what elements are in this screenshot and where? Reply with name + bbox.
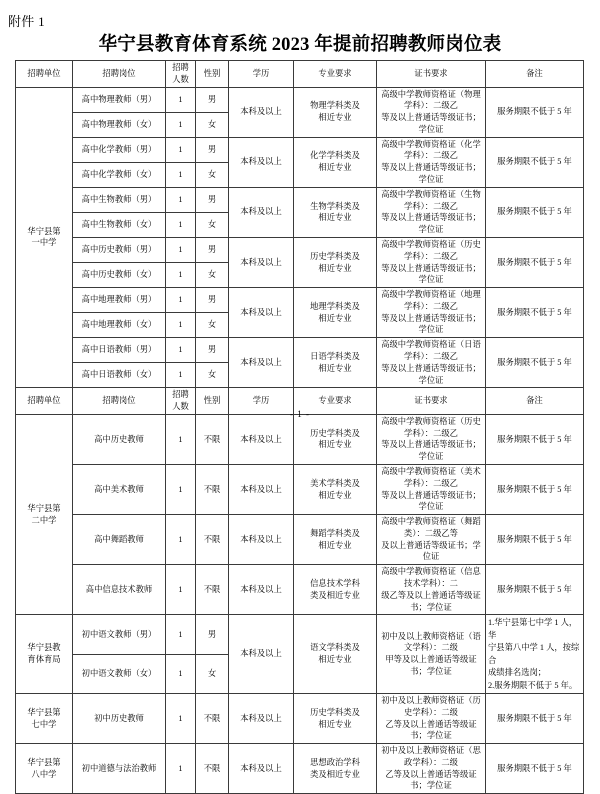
cell-position: 高中物理教师（女） <box>73 112 166 137</box>
column-header-unit: 招聘单位 <box>16 61 73 88</box>
cell-position: 初中历史教师 <box>73 694 166 744</box>
cell-gender: 女 <box>196 112 229 137</box>
table-row <box>16 615 584 654</box>
table-row <box>16 187 584 212</box>
table-row <box>16 744 584 794</box>
column-header-education: 学历 <box>229 388 294 415</box>
cell-gender: 男 <box>196 87 229 112</box>
column-header-position: 招聘岗位 <box>73 61 166 88</box>
cell-position: 高中地理教师（女） <box>73 313 166 338</box>
cell-education: 本科及以上 <box>229 288 294 338</box>
table-row <box>16 137 584 162</box>
cell-education: 本科及以上 <box>229 187 294 237</box>
cell-headcount: 1 <box>166 162 196 187</box>
cell-gender: 不限 <box>196 744 229 794</box>
cell-headcount: 1 <box>166 112 196 137</box>
cell-position: 初中道德与法治教师 <box>73 744 166 794</box>
cell-headcount: 1 <box>166 137 196 162</box>
cell-headcount: 1 <box>166 87 196 112</box>
cell-certificate: 高级中学教师资格证（舞蹈类）：二级乙等 及以上普通话等级证书；学位证 <box>377 515 486 565</box>
column-header-position: 招聘岗位 <box>73 388 166 415</box>
cell-education: 本科及以上 <box>229 137 294 187</box>
cell-certificate: 初中及以上教师资格证（历史学科）：二级 乙等及以上普通话等级证书；学位证 <box>377 694 486 744</box>
cell-headcount: 1 <box>166 363 196 388</box>
cell-headcount: 1 <box>166 263 196 288</box>
cell-gender: 男 <box>196 137 229 162</box>
cell-remark: 服务期限不低于 5 年 <box>486 465 584 515</box>
table-row <box>16 465 584 515</box>
cell-gender: 女 <box>196 363 229 388</box>
cell-position: 高中生物教师（男） <box>73 187 166 212</box>
cell-gender: 女 <box>196 162 229 187</box>
cell-headcount: 1 <box>166 237 196 262</box>
cell-certificate: 初中及以上教师资格证（思政学科）：二级 乙等及以上普通话等级证书；学位证 <box>377 744 486 794</box>
cell-certificate: 高级中学教师资格证（历史学科）：二级乙 等及以上普通话等级证书；学位证 <box>377 237 486 287</box>
cell-unit: 华宁县教 育体育局 <box>16 615 73 694</box>
cell-remark: 服务期限不低于 5 年 <box>486 744 584 794</box>
cell-education: 本科及以上 <box>229 237 294 287</box>
cell-gender: 不限 <box>196 515 229 565</box>
cell-remark: 服务期限不低于 5 年 <box>486 187 584 237</box>
cell-unit: 华宁县第 七中学 <box>16 694 73 744</box>
cell-headcount: 1 <box>166 465 196 515</box>
cell-gender: 女 <box>196 263 229 288</box>
cell-headcount: 1 <box>166 338 196 363</box>
table-row <box>16 338 584 363</box>
cell-certificate: 高级中学教师资格证（生物学科）：二级乙 等及以上普通话等级证书；学位证 <box>377 187 486 237</box>
cell-education: 本科及以上 <box>229 565 294 615</box>
column-header-remark: 备注 <box>486 388 584 415</box>
column-header-gender: 性别 <box>196 388 229 415</box>
table-row <box>16 414 584 464</box>
cell-position: 高中历史教师 <box>73 414 166 464</box>
cell-education: 本科及以上 <box>229 338 294 388</box>
page-number-marker: - 1 - <box>290 409 310 419</box>
column-header-remark: 备注 <box>486 61 584 88</box>
cell-headcount: 1 <box>166 187 196 212</box>
cell-gender: 男 <box>196 237 229 262</box>
cell-remark: 服务期限不低于 5 年 <box>486 137 584 187</box>
cell-headcount: 1 <box>166 515 196 565</box>
cell-education: 本科及以上 <box>229 744 294 794</box>
table-row <box>16 87 584 112</box>
cell-position: 高中物理教师（男） <box>73 87 166 112</box>
cell-position: 高中化学教师（男） <box>73 137 166 162</box>
cell-gender: 男 <box>196 288 229 313</box>
column-header-major: 专业要求 <box>294 61 377 88</box>
cell-major: 舞蹈学科类及 相近专业 <box>294 515 377 565</box>
cell-remark: 服务期限不低于 5 年 <box>486 414 584 464</box>
cell-major: 历史学科类及 相近专业 <box>294 694 377 744</box>
cell-gender: 不限 <box>196 414 229 464</box>
column-header-certificate: 证书要求 <box>377 388 486 415</box>
column-header-gender: 性别 <box>196 61 229 88</box>
cell-education: 本科及以上 <box>229 465 294 515</box>
table-row <box>16 288 584 313</box>
cell-remark: 服务期限不低于 5 年 <box>486 515 584 565</box>
cell-remark: 服务期限不低于 5 年 <box>486 565 584 615</box>
cell-position: 高中舞蹈教师 <box>73 515 166 565</box>
cell-unit: 华宁县第 二中学 <box>16 414 73 615</box>
cell-certificate: 高级中学教师资格证（地理学科）：二级乙 等及以上普通话等级证书；学位证 <box>377 288 486 338</box>
cell-major: 地理学科类及 相近专业 <box>294 288 377 338</box>
cell-education: 本科及以上 <box>229 87 294 137</box>
column-header-education: 学历 <box>229 61 294 88</box>
cell-position: 初中语文教师（女） <box>73 654 166 693</box>
cell-gender: 男 <box>196 615 229 654</box>
cell-position: 高中化学教师（女） <box>73 162 166 187</box>
cell-gender: 女 <box>196 212 229 237</box>
cell-major: 历史学科类及 相近专业 <box>294 414 377 464</box>
cell-certificate: 高级中学教师资格证（信息技术学科）：二 级乙等及以上普通话等级证书；学位证 <box>377 565 486 615</box>
cell-certificate: 高级中学教师资格证（美术学科）：二级乙 等及以上普通话等级证书；学位证 <box>377 465 486 515</box>
cell-certificate: 高级中学教师资格证（日语学科）：二级乙 等及以上普通话等级证书；学位证 <box>377 338 486 388</box>
cell-education: 本科及以上 <box>229 615 294 694</box>
cell-headcount: 1 <box>166 212 196 237</box>
cell-gender: 不限 <box>196 565 229 615</box>
table-header-row <box>16 61 584 88</box>
cell-headcount: 1 <box>166 313 196 338</box>
column-header-certificate: 证书要求 <box>377 61 486 88</box>
cell-certificate: 高级中学教师资格证（历史学科）：二级乙 等及以上普通话等级证书；学位证 <box>377 414 486 464</box>
column-header-unit: 招聘单位 <box>16 388 73 415</box>
table-row <box>16 515 584 565</box>
cell-remark: 服务期限不低于 5 年 <box>486 237 584 287</box>
cell-education: 本科及以上 <box>229 414 294 464</box>
cell-headcount: 1 <box>166 414 196 464</box>
cell-position: 高中日语教师（男） <box>73 338 166 363</box>
cell-major: 历史学科类及 相近专业 <box>294 237 377 287</box>
cell-major: 物理学科类及 相近专业 <box>294 87 377 137</box>
cell-major: 日语学科类及 相近专业 <box>294 338 377 388</box>
cell-major: 化学学科类及 相近专业 <box>294 137 377 187</box>
cell-gender: 女 <box>196 313 229 338</box>
cell-gender: 女 <box>196 654 229 693</box>
cell-remark: 1.华宁县第七中学 1 人，华 宁县第八中学 1 人，按综合 成绩排名选岗； 2.服务期限不低于 5 年。 <box>486 615 584 694</box>
cell-certificate: 高级中学教师资格证（物理学科）：二级乙 等及以上普通话等级证书；学位证 <box>377 87 486 137</box>
cell-position: 高中日语教师（女） <box>73 363 166 388</box>
cell-education: 本科及以上 <box>229 515 294 565</box>
cell-unit: 华宁县第 一中学 <box>16 87 73 388</box>
cell-headcount: 1 <box>166 565 196 615</box>
cell-major: 信息技术学科 类及相近专业 <box>294 565 377 615</box>
table-row <box>16 565 584 615</box>
cell-major: 生物学科类及 相近专业 <box>294 187 377 237</box>
recruitment-table <box>15 60 584 794</box>
cell-education: 本科及以上 <box>229 694 294 744</box>
cell-position: 高中地理教师（男） <box>73 288 166 313</box>
cell-remark: 服务期限不低于 5 年 <box>486 338 584 388</box>
cell-remark: 服务期限不低于 5 年 <box>486 288 584 338</box>
cell-remark: 服务期限不低于 5 年 <box>486 694 584 744</box>
table-row <box>16 694 584 744</box>
cell-headcount: 1 <box>166 694 196 744</box>
cell-position: 高中历史教师（男） <box>73 237 166 262</box>
cell-unit: 华宁县第 八中学 <box>16 744 73 794</box>
cell-position: 高中美术教师 <box>73 465 166 515</box>
cell-major: 语文学科类及 相近专业 <box>294 615 377 694</box>
attachment-label: 附件 1 <box>8 14 45 29</box>
cell-position: 高中信息技术教师 <box>73 565 166 615</box>
column-header-headcount: 招聘 人数 <box>166 388 196 415</box>
column-header-major: 专业要求 <box>294 388 377 415</box>
cell-gender: 男 <box>196 187 229 212</box>
cell-major: 美术学科类及 相近专业 <box>294 465 377 515</box>
cell-headcount: 1 <box>166 744 196 794</box>
cell-headcount: 1 <box>166 654 196 693</box>
table-row <box>16 237 584 262</box>
cell-position: 高中生物教师（女） <box>73 212 166 237</box>
cell-position: 初中语文教师（男） <box>73 615 166 654</box>
cell-certificate: 高级中学教师资格证（化学学科）：二级乙 等及以上普通话等级证书；学位证 <box>377 137 486 187</box>
cell-certificate: 初中及以上教师资格证（语文学科）：二级 甲等及以上普通话等级证书；学位证 <box>377 615 486 694</box>
cell-remark: 服务期限不低于 5 年 <box>486 87 584 137</box>
column-header-headcount: 招聘 人数 <box>166 61 196 88</box>
cell-headcount: 1 <box>166 615 196 654</box>
cell-headcount: 1 <box>166 288 196 313</box>
cell-major: 思想政治学科 类及相近专业 <box>294 744 377 794</box>
cell-gender: 不限 <box>196 694 229 744</box>
page-title: 华宁县教育体育系统 2023 年提前招聘教师岗位表 <box>98 35 502 55</box>
cell-gender: 不限 <box>196 465 229 515</box>
cell-position: 高中历史教师（女） <box>73 263 166 288</box>
cell-gender: 男 <box>196 338 229 363</box>
